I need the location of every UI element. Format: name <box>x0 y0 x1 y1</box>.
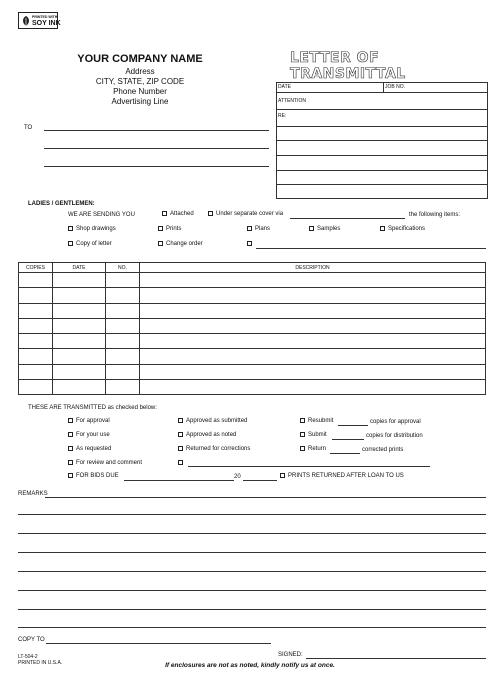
item-label: Specifications <box>388 226 426 233</box>
submit-copies-line[interactable] <box>332 439 364 440</box>
remarks-line-5[interactable] <box>18 571 486 572</box>
item-label: Change order <box>166 241 203 248</box>
table-row[interactable] <box>19 318 486 333</box>
remarks-line-3[interactable] <box>18 533 486 534</box>
option-label: For approval <box>76 418 110 425</box>
soy-leaf-icon <box>21 15 31 27</box>
printed-in: PRINTED IN U.S.A. <box>18 660 63 666</box>
option-label: FOR BIDS DUE <box>76 473 119 480</box>
re-field[interactable] <box>290 111 485 125</box>
option-for-bids[interactable] <box>68 473 119 479</box>
checkbox[interactable] <box>178 460 183 465</box>
remarks-line-1[interactable] <box>45 497 486 498</box>
to-line-1[interactable] <box>44 130 269 131</box>
attention-label: ATTENTION <box>278 98 306 104</box>
checkbox[interactable] <box>300 418 305 423</box>
resubmit-suffix: copies for approval <box>370 419 421 425</box>
table-row[interactable] <box>19 349 486 364</box>
option-label: As requested <box>76 446 112 453</box>
copy-to-label: COPY TO <box>18 637 45 643</box>
item-samples[interactable] <box>309 226 340 232</box>
job-no-label: JOB NO. <box>385 84 406 90</box>
separate-cover-label: Under separate cover via <box>216 211 284 218</box>
table-row[interactable] <box>19 364 486 379</box>
attention-field[interactable] <box>305 94 485 108</box>
signed-line[interactable] <box>306 658 486 659</box>
bids-due-line[interactable] <box>124 480 234 481</box>
col-header-no: NO. <box>106 263 140 273</box>
checkbox[interactable] <box>68 226 73 231</box>
remarks-line-2[interactable] <box>18 514 486 515</box>
remarks-line-4[interactable] <box>18 552 486 553</box>
resubmit-copies-line[interactable] <box>338 425 368 426</box>
form-title: LETTER OF TRANSMITTAL <box>290 50 406 82</box>
item-change-order[interactable] <box>158 241 203 247</box>
submit-suffix: copies for distribution <box>366 433 423 439</box>
table-row[interactable] <box>19 334 486 349</box>
checkbox[interactable] <box>178 446 183 451</box>
checkbox[interactable] <box>247 241 252 246</box>
option-submit[interactable] <box>300 432 327 438</box>
job-no-field[interactable] <box>400 83 485 91</box>
item-other-line[interactable] <box>256 248 486 249</box>
return-copies-line[interactable] <box>330 453 360 454</box>
option-label: Approved as submitted <box>186 418 248 425</box>
company-advertising: Advertising Line <box>111 97 169 106</box>
form-code: LT-504-2 <box>18 654 38 660</box>
option-label: Submit <box>308 432 327 439</box>
remarks-line-8[interactable] <box>18 627 486 628</box>
item-label: Shop drawings <box>76 226 116 233</box>
table-row[interactable] <box>19 380 486 395</box>
table-row[interactable] <box>19 288 486 303</box>
table-row[interactable] <box>19 303 486 318</box>
checkbox[interactable] <box>380 226 385 231</box>
item-prints[interactable] <box>158 226 181 232</box>
item-specifications[interactable] <box>380 226 425 232</box>
option-label: Return <box>308 446 327 453</box>
re-label: RE: <box>278 113 287 119</box>
option-resubmit[interactable] <box>300 418 333 424</box>
attached-option[interactable] <box>162 211 194 217</box>
option-returned-corrections[interactable] <box>178 446 250 452</box>
checkbox[interactable] <box>178 418 183 423</box>
option-as-requested[interactable] <box>68 446 111 452</box>
footer-notice: If enclosures are not as noted, kindly notify us at once. <box>165 662 335 669</box>
checkbox[interactable] <box>309 226 314 231</box>
remarks-line-6[interactable] <box>18 590 486 591</box>
checkbox[interactable] <box>300 432 305 437</box>
item-plans[interactable] <box>247 226 270 232</box>
checkbox[interactable] <box>208 211 213 216</box>
checkbox[interactable] <box>178 432 183 437</box>
option-other[interactable] <box>178 460 186 466</box>
following-items-label: the following items: <box>409 212 461 218</box>
option-label: Resubmit <box>308 418 334 425</box>
item-label: Copy of letter <box>76 241 112 248</box>
sending-label: WE ARE SENDING YOU <box>68 212 135 218</box>
to-line-2[interactable] <box>44 148 269 149</box>
option-label: For your use <box>76 432 110 439</box>
option-label: Returned for corrections <box>186 446 251 453</box>
to-label: TO <box>24 125 33 131</box>
option-label: Approved as noted <box>186 432 237 439</box>
option-label: PRINTS RETURNED AFTER LOAN TO US <box>288 473 404 480</box>
company-city: CITY, STATE, ZIP CODE <box>95 77 185 86</box>
company-address: Address <box>125 67 155 76</box>
option-prints-returned[interactable] <box>280 473 404 479</box>
checkbox[interactable] <box>300 446 305 451</box>
option-label: For review and comment <box>76 460 143 467</box>
copy-to-line[interactable] <box>46 643 271 644</box>
item-label: Prints <box>166 226 182 233</box>
salutation: LADIES / GENTLEMEN: <box>28 201 95 207</box>
item-shop-drawings[interactable] <box>68 226 116 232</box>
col-header-description: DESCRIPTION <box>140 263 486 273</box>
item-other[interactable] <box>247 241 255 247</box>
item-label: Plans <box>255 226 271 233</box>
remarks-line-7[interactable] <box>18 609 486 610</box>
checkbox[interactable] <box>68 241 73 246</box>
separate-cover-option[interactable] <box>208 211 283 217</box>
option-approved-noted[interactable] <box>178 432 236 438</box>
checkbox[interactable] <box>68 432 73 437</box>
date-label: DATE <box>278 84 291 90</box>
option-for-approval[interactable] <box>68 418 110 424</box>
option-approved-submitted[interactable] <box>178 418 247 424</box>
attached-label: Attached <box>170 211 194 218</box>
bids-year-line[interactable] <box>243 480 277 481</box>
col-header-date: DATE <box>53 263 106 273</box>
checkbox[interactable] <box>280 473 285 478</box>
company-name: YOUR COMPANY NAME <box>77 53 203 65</box>
signed-label: SIGNED: <box>278 652 303 658</box>
option-for-your-use[interactable] <box>68 432 110 438</box>
checkbox[interactable] <box>158 226 163 231</box>
checkbox[interactable] <box>68 418 73 423</box>
soy-ink-badge <box>18 12 61 29</box>
bids-year: 20 <box>234 474 241 480</box>
items-table <box>18 262 486 395</box>
checkbox[interactable] <box>68 473 73 478</box>
checkbox[interactable] <box>162 211 167 216</box>
checkbox[interactable] <box>247 226 252 231</box>
checkbox[interactable] <box>68 446 73 451</box>
remarks-label: REMARKS <box>18 491 48 497</box>
table-header-row <box>19 263 486 273</box>
item-copy-of-letter[interactable] <box>68 241 112 247</box>
date-field[interactable] <box>290 83 380 91</box>
checkbox[interactable] <box>68 460 73 465</box>
return-suffix: corrected prints <box>362 447 404 453</box>
option-return[interactable] <box>300 446 326 452</box>
table-row[interactable] <box>19 273 486 288</box>
transmitted-label: THESE ARE TRANSMITTED as checked below: <box>28 405 157 411</box>
option-review-comment[interactable] <box>68 460 142 466</box>
item-label: Samples <box>317 226 341 233</box>
checkbox[interactable] <box>158 241 163 246</box>
company-phone: Phone Number <box>113 87 167 96</box>
badge-line2: SOY INK <box>32 20 61 27</box>
option-other-line[interactable] <box>188 466 430 467</box>
to-line-3[interactable] <box>44 166 269 167</box>
separate-cover-line[interactable] <box>290 218 405 219</box>
badge-line1: PRINTED WITH <box>32 15 58 19</box>
col-header-copies: COPIES <box>19 263 53 273</box>
